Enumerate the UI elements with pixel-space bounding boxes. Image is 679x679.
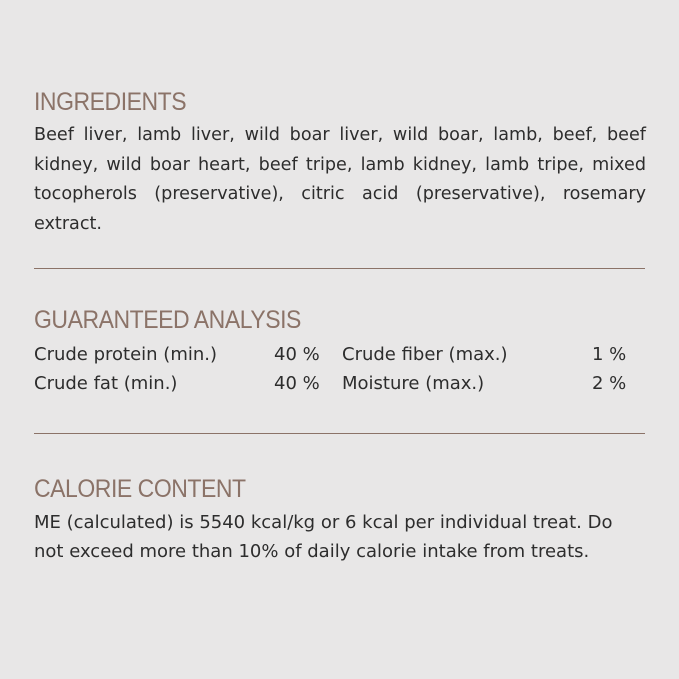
calorie-content-heading: CALORIE CONTENT	[34, 475, 246, 503]
analysis-label: Crude fiber (max.)	[342, 344, 508, 365]
section-divider	[34, 433, 645, 434]
section-divider	[34, 268, 645, 269]
analysis-value: 40 %	[274, 344, 320, 365]
guaranteed-analysis-heading: GUARANTEED ANALYSIS	[34, 306, 301, 334]
analysis-label: Moisture (max.)	[342, 373, 485, 394]
analysis-label: Crude protein (min.)	[34, 344, 218, 365]
ingredients-heading: INGREDIENTS	[34, 88, 187, 116]
analysis-value: 2 %	[592, 373, 627, 394]
analysis-label: Crude fat (min.)	[34, 373, 178, 394]
calorie-content-text: ME (calculated) is 5540 kcal/kg or 6 kcal per individual treat. Do not exceed more than 10% of daily calorie intake from treats.	[34, 512, 613, 562]
analysis-row	[34, 340, 634, 369]
analysis-value: 1 %	[592, 344, 627, 365]
analysis-value: 40 %	[274, 373, 320, 394]
analysis-row	[34, 369, 634, 398]
ingredients-text: Beef liver, lamb liver, wild boar liver, wild boar, lamb, beef, beef kidney, wild boar heart, beef tripe, lamb kidney, lamb tripe, mixed tocopherols (preservative), citric acid (preservative), rosemary extract.	[34, 125, 646, 234]
